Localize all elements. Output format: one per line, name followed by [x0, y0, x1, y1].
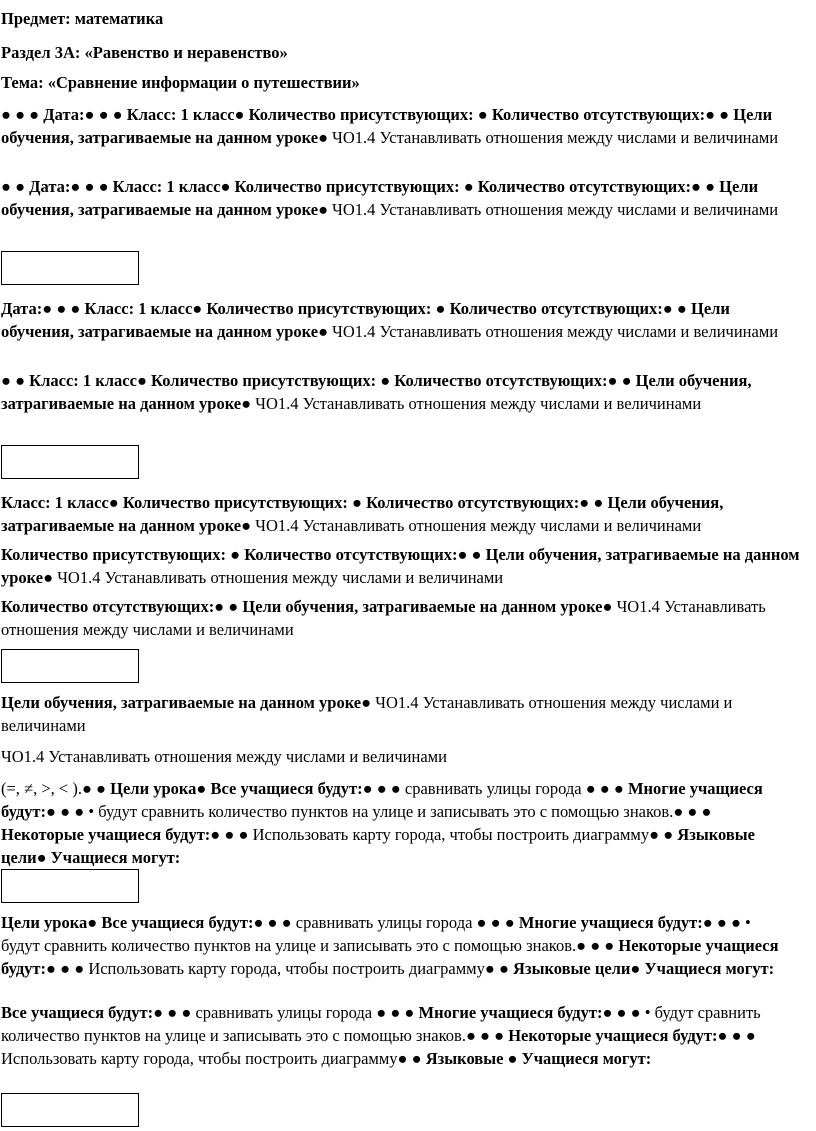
- empty-box: [1, 251, 139, 285]
- paragraph: [1, 297, 791, 343]
- paragraph: [1, 369, 809, 415]
- bold-text-run: Цели урока● Все учащиеся будут:● ● ●: [1, 913, 296, 932]
- paragraph: [1, 103, 791, 149]
- bold-text-run: ● ● Языковые: [397, 1049, 508, 1068]
- bold-text-run: ● ● Языковые цели● Учащиеся могут:: [484, 959, 775, 978]
- bold-text-run: ● ● Цели урока● Все учащиеся будут:● ● ●: [81, 779, 405, 798]
- paragraph: [1, 543, 813, 589]
- bold-text-run: ● ● ● Многие учащиеся будут:● ● ●: [376, 1003, 645, 1022]
- text-run: Использовать карту города, чтобы построить диаграмму: [1, 1049, 398, 1068]
- paragraph: [1, 595, 791, 641]
- paragraph: [1, 1001, 791, 1070]
- text-run: (=, ≠, >, < ).: [1, 779, 82, 798]
- text-run: ЧО1.4 Устанавливать отношения между числами и величинами: [1, 597, 766, 639]
- bold-text-run: ● ● ● Некоторые учащиеся будут:● ● ●: [465, 1026, 756, 1045]
- text-run: ЧО1.4 Устанавливать отношения между числами и величинами: [255, 394, 702, 413]
- text-run: ЧО1.4 Устанавливать отношения между числами и величинами: [1, 693, 733, 735]
- empty-box: [1, 445, 139, 479]
- text-run: ЧО1.4 Устанавливать отношения между числами и величинами: [332, 200, 779, 219]
- paragraph: [1, 691, 791, 737]
- empty-box: [1, 649, 139, 683]
- empty-box: [1, 869, 139, 903]
- bold-text-run: ● ● ● Многие учащиеся будут:● ● ●: [1, 779, 763, 821]
- text-run: • будут сравнить количество пунктов на улице и записывать это с помощью знаков.: [88, 802, 674, 821]
- bold-text-run: ● ● Языковые цели● Учащиеся могут:: [1, 825, 755, 867]
- text-run: • будут сравнить количество пунктов на улице и записывать это с помощью знаков.: [1, 913, 751, 955]
- empty-box: [1, 1093, 139, 1127]
- bold-text-run: ● ● Дата:● ● ● Класс: 1 класс● Количество присутствующих: ● Количество отсутствующих:● ● Цели обучения, затрагиваемые на данном уроке●: [1, 177, 759, 219]
- bold-text-run: ● ● Класс: 1 класс● Количество присутствующих: ● Количество отсутствующих:● ● Цели обучения, затрагиваемые на данном уроке●: [1, 371, 752, 413]
- bold-text-run: Количество отсутствующих:● ● Цели обучения, затрагиваемые на данном уроке●: [1, 597, 617, 616]
- bold-text-run: ● ● ● Многие учащиеся будут:● ● ●: [476, 913, 746, 932]
- bold-text-run: Дата:● ● ● Класс: 1 класс● Количество присутствующих: ● Количество отсутствующих:● ● Цели обучения, затрагиваемые на данном уроке●: [1, 299, 730, 341]
- subject-line: Предмет: математика: [1, 9, 164, 28]
- text-run: ЧО1.4 Устанавливать отношения между числами и величинами: [332, 322, 779, 341]
- bold-text-run: Класс: 1 класс● Количество присутствующих: ● Количество отсутствующих:● ● Цели обучения, затрагиваемые на данном уроке●: [1, 493, 724, 535]
- bold-text-run: ● ● ● Некоторые учащиеся будут:● ● ●: [1, 936, 779, 978]
- paragraph: [1, 777, 791, 869]
- text-run: сравнивать улицы города: [195, 1003, 377, 1022]
- text-run: ЧО1.4 Устанавливать отношения между числами и величинами: [1, 747, 447, 766]
- text-run: ЧО1.4 Устанавливать отношения между числами и величинами: [57, 568, 504, 587]
- bold-text-run: ● ● ● Некоторые учащиеся будут:● ● ●: [1, 802, 712, 844]
- text-run: Использовать карту города, чтобы построить диаграмму: [88, 959, 485, 978]
- bold-text-run: Количество присутствующих: ● Количество отсутствующих:● ● Цели обучения, затрагиваемые на данном уроке●: [1, 545, 800, 587]
- paragraph: [1, 491, 813, 537]
- text-run: ЧО1.4 Устанавливать отношения между числами и величинами: [332, 128, 779, 147]
- text-run: • будут сравнить количество пунктов на улице и записывать это с помощью знаков.: [1, 1003, 761, 1045]
- text-run: сравнивать улицы города: [295, 913, 477, 932]
- text-run: Использовать карту города, чтобы построить диаграмму: [252, 825, 650, 844]
- text-run: сравнивать улицы города: [404, 779, 586, 798]
- bold-text-run: ● Учащиеся могут:: [507, 1049, 652, 1068]
- section-line: Раздел 3А: «Равенство и неравенство»: [1, 43, 288, 62]
- paragraph: [1, 175, 791, 221]
- bold-text-run: Все учащиеся будут:● ● ●: [1, 1003, 196, 1022]
- bold-text-run: ● ● ● Дата:● ● ● Класс: 1 класс● Количество присутствующих: ● Количество отсутствующих:● ● Цели обучения, затрагиваемые на данном уроке●: [1, 105, 773, 147]
- text-run: ЧО1.4 Устанавливать отношения между числами и величинами: [255, 516, 702, 535]
- paragraph: [1, 911, 791, 980]
- topic-line: Тема: «Сравнение информации о путешествии»: [1, 73, 360, 92]
- bold-text-run: Цели обучения, затрагиваемые на данном уроке●: [1, 693, 376, 712]
- paragraph: [1, 745, 791, 768]
